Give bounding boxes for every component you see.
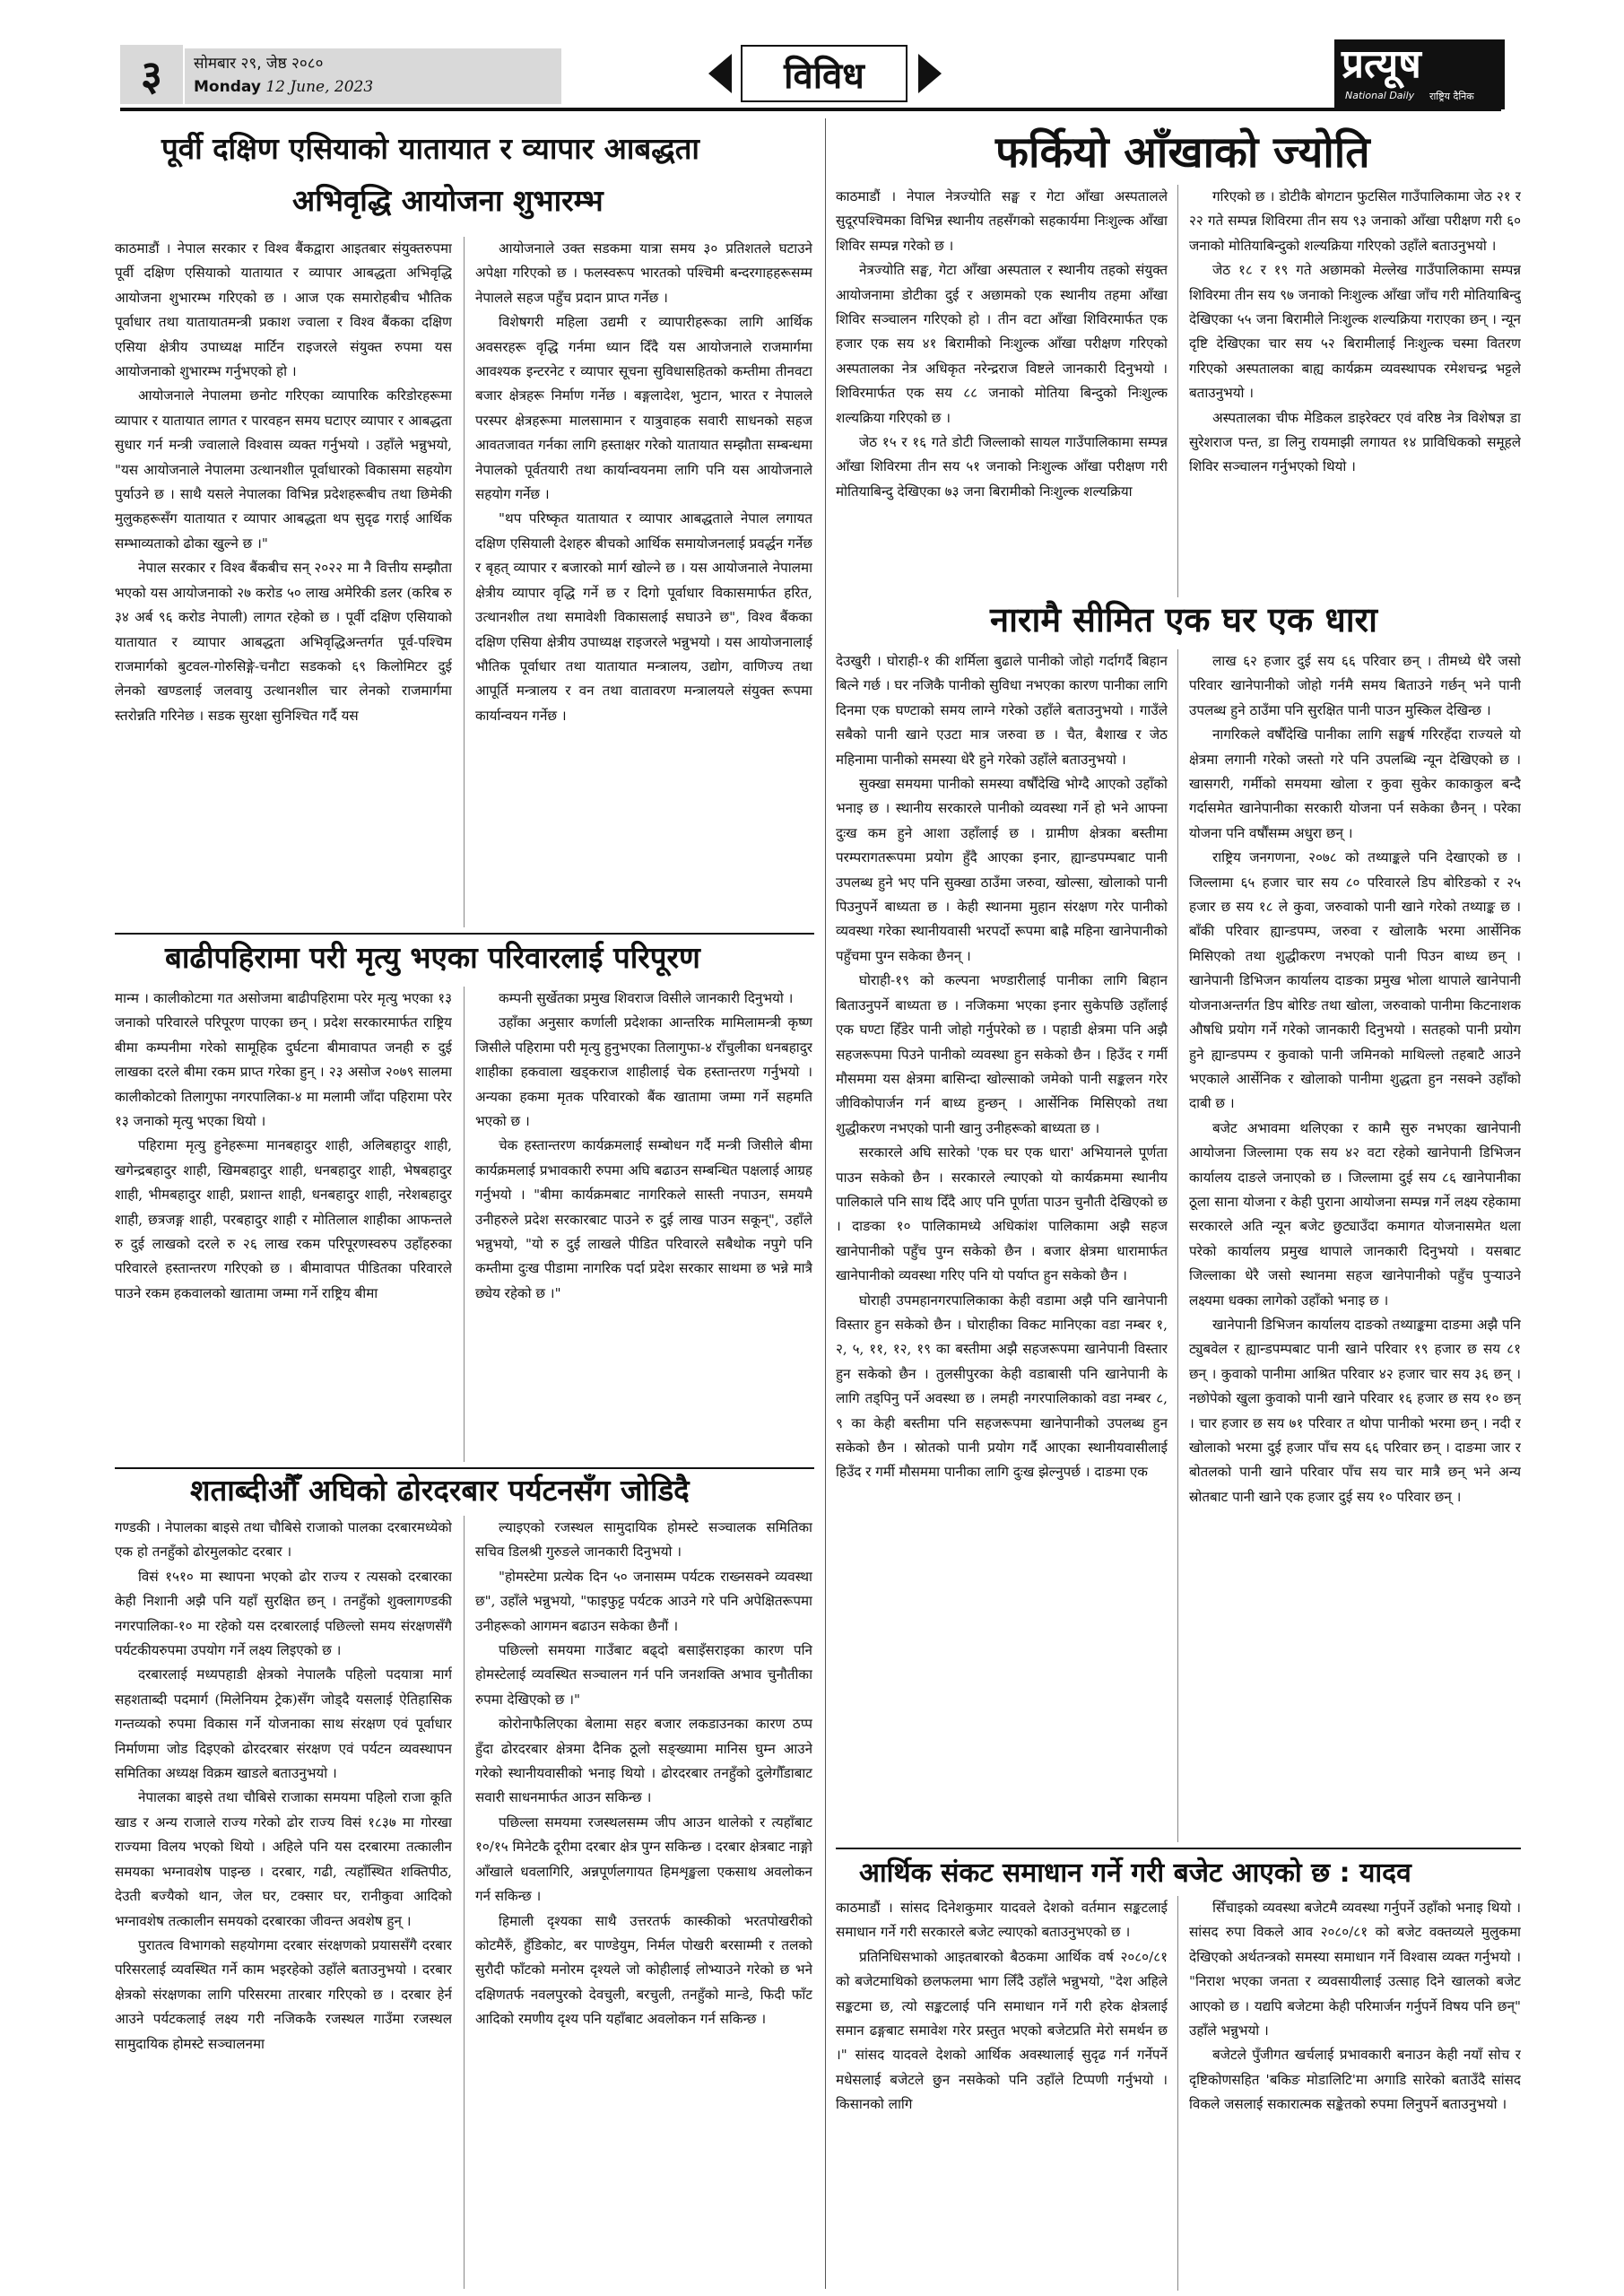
article-paragraph: गरिएको छ । डोटीकै बोगटान फुटसिल गाउँपालिकामा जेठ २१ र २२ गते सम्पन्न शिविरमा तीन सय ९३ जनाको आँखा परीक्षण गरी ६० जनाको मोतियाबिन्दुको शल्यक्रिया गरिएको उहाँले बताउनुभयो । [1189, 188, 1521, 254]
column-divider [1177, 1896, 1178, 2291]
article-paragraph: उहाँका अनुसार कर्णाली प्रदेशका आन्तरिक मामिलामन्त्री कृष्ण जिसीले पहिरामा परी मृत्यु हुनुभएका तिलागुफा-४ राँचुलीका धनबहादुर शाहीका हकवाला खड्कराज शाहीलाई चेक हस्तान्तरण गर्नुभयो । अन्यका हकमा मृतक परिवारको बैंक खातामा जम्मा गर्ने सहमति भएको छ । [475, 1014, 812, 1130]
section-title: विविध [741, 45, 908, 102]
article-paragraph: काठमाडौं । नेपाल सरकार र विश्व बैंकद्वारा आइतबार संयुक्तरुपमा पूर्वी दक्षिण एसियाको यातायात र व्यापार आबद्धता अभिवृद्धि आयोजना शुभारम्भ गरिएको छ । आज एक समारोहबीच भौतिक पूर्वाधार तथा यातायातमन्त्री प्रकाश ज्वाला र विश्व बैंकका दक्षिण एसिया क्षेत्रीय उपाध्यक्ष मार्टिन राइजरले संयुक्त रुपमा यस आयोजनाको शुभारम्भ गर्नुभएको हो । [115, 240, 452, 380]
logo-title: प्रत्यूष [1342, 41, 1421, 87]
article-paragraph: नेपालका बाइसे तथा चौबिसे राजाका समयमा पहिलो राजा कूति खाड र अन्य राजाले राज्य गरेको ढोर राज्य विसं १८३७ मा गोरखा राज्यमा विलय भएको थियो । अहिले पनि यस दरबारमा तत्कालीन समयका भग्नावशेष पाइन्छ । दरबार, गढी, त्यहाँस्थित शक्तिपीठ, देउती बज्यैको थान, जेल घर, टक्सार घर, रानीकुवा आदिको भग्नावशेष तत्कालीन समयको दरबारका जीवन्त अवशेष हुन् । [115, 1789, 452, 1929]
article-paragraph: चेक हस्तान्तरण कार्यक्रमलाई सम्बोधन गर्दै मन्त्री जिसीले बीमा कार्यक्रमलाई प्रभावकारी रुपमा अघि बढाउन सम्बन्धित पक्षलाई आग्रह गर्नुभयो । "बीमा कार्यक्रमबाट नागरिकले सास्ती नपाउन, समयमै उनीहरुले प्रदेश सरकारबाट पाउने रु दुई लाख पाउन सकून्", उहाँले भन्नुभयो, "यो रु दुई लाखले पीडित परिवारले सबैथोक नपुगे पनि कम्तीमा दुःख पीडामा नागरिक पर्दा प्रदेश सरकार साथमा छ भन्ने मात्रै छ्येय रहेको छ ।" [475, 1137, 812, 1301]
article-paragraph: "होमस्टेमा प्रत्येक दिन ५० जनासम्म पर्यटक राख्नसक्ने व्यवस्था छ", उहाँले भन्नुभयो, "फाइफुट्ट पर्यटक आउने गरे पनि अपेक्षितरूपमा उनीहरूको आगमन बढाउन सकेका छैनौं । [475, 1568, 812, 1634]
story1-column-2 [475, 237, 812, 927]
article-paragraph: जेठ १५ र १६ गते डोटी जिल्लाको सायल गाउँपालिकामा सम्पन्न आँखा शिविरमा तीन सय ५१ जनाको निःशुल्क आँखा परीक्षण गरी मोतियाबिन्दु देखिएका ७३ जना बिरामीको निःशुल्क शल्यक्रिया [836, 434, 1168, 500]
story3-headline: शताब्दीऔँ अघिको ढोरदरबार पर्यटनसँग जोडिदै [190, 1473, 690, 1508]
section-right-arrow-icon [918, 54, 942, 93]
story4-column-1 [836, 185, 1168, 597]
article-paragraph: नागरिकले वर्षौंदेखि पानीका लागि सङ्घर्ष गरिरहँदा राज्यले यो क्षेत्रमा लगानी गरेको जस्तो गरे पनि उपलब्धि न्यून देखिएको छ । खासगरी, गर्मीको समयमा खोला र कुवा सुकेर काकाकुल बन्दै गर्दासमेत खानेपानीका सरकारी योजना पर्न सकेका छैनन् । परेका योजना पनि वर्षौंसम्म अधुरा छन् । [1189, 726, 1521, 841]
masthead-logo [1334, 39, 1505, 109]
column-divider [464, 1516, 465, 2289]
logo-tag-np: राष्ट्रिय दैनिक [1429, 91, 1474, 102]
dateline [185, 48, 561, 104]
story4-headline: फर्कियो आँखाको ज्योति [995, 127, 1370, 178]
article-paragraph: विशेषगरी महिला उद्यमी र व्यापारीहरूका लागि आर्थिक अवसरहरू वृद्धि गर्नमा ध्यान दिँदै यस आयोजनाले राजमार्गमा आवश्यक इन्टरनेट र व्यापार सूचना सुविधासहितको कम्तीमा तीनवटा बजार क्षेत्रहरू निर्माण गर्नेछ । बङ्गलादेश, भुटान, भारत र नेपालले परस्पर क्षेत्रहरूमा मालसामान र यात्रुवाहक सवारी साधनको सहज आवतजावत गर्नका लागि हस्ताक्षर गरेको यातायात सम्झौता सम्बन्धमा नेपालको पूर्वतयारी तथा कार्यान्वयनमा लागि पनि यस आयोजनाले सहयोग गर्नेछ । [475, 314, 812, 503]
article-paragraph: विसं १५१० मा स्थापना भएको ढोर राज्य र त्यसको दरबारका केही निशानी अझै पनि यहाँ सुरक्षित छन् । तनहुँको शुक्लागण्डकी नगरपालिका-१० मा रहेको यस दरबारलाई पछिल्लो समय संरक्षणसँगै पर्यटकीयरुपमा उपयोग गर्ने लक्ष्य लिइएको छ । [115, 1568, 452, 1659]
story6-column-1 [836, 1896, 1168, 2291]
article-paragraph: काठमाडौं । नेपाल नेत्रज्योति सङ्घ र गेटा आँखा अस्पतालले सुदूरपश्चिमका विभिन्न स्थानीय तहसँगको सहकार्यमा निःशुल्क आँखा शिविर सम्पन्न गरेको छ । [836, 188, 1168, 254]
article-paragraph: अस्पतालका चीफ मेडिकल डाइरेक्टर एवं वरिष्ठ नेत्र विशेषज्ञ डा सुरेशराज पन्त, डा लिनु रायमाझी लगायत १४ प्राविधिकको समूहले शिविर सञ्चालन गर्नुभएको थियो । [1189, 409, 1521, 475]
article-paragraph: जेठ १८ र १९ गते अछामको मेल्लेख गाउँपालिकामा सम्पन्न शिविरमा तीन सय ९७ जनाको निःशुल्क आँखा जाँच गरी मोतियाबिन्दु देखिएका ५५ जना बिरामीले निःशुल्क शल्यक्रिया गराएका छन् । न्यून दृष्टि देखिएका चार सय ५२ बिरामीलाई निःशुल्क चस्मा वितरण गरिएको अस्पतालका बाह्य कार्यक्रम व्यवस्थापक रमेशचन्द्र भट्टले बताउनुभयो । [1189, 262, 1521, 402]
story2-column-1 [115, 987, 452, 1462]
story5-column-2 [1189, 649, 1521, 1842]
article-paragraph: गण्डकी । नेपालका बाइसे तथा चौबिसे राजाको पालका दरबारमध्येको एक हो तनहुँको ढोरमुलकोट दरबार । [115, 1519, 452, 1561]
story3-column-2 [475, 1516, 812, 2289]
logo-tag-en: National Daily [1345, 90, 1415, 101]
date-english-text: 12 June, 2023 [265, 78, 374, 96]
article-paragraph: आयोजनाले उक्त सडकमा यात्रा समय ३० प्रतिशतले घटाउने अपेक्षा गरिएको छ । फलस्वरूप भारतको पश्चिमी बन्दरगाहहरूसम्म नेपालले सहज पहुँच प्रदान प्राप्त गर्नेछ । [475, 240, 812, 306]
article-paragraph: सिँचाइको व्यवस्था बजेटमै व्यवस्था गर्नुपर्ने उहाँको भनाइ थियो । सांसद रुपा विकले आव २०८०/८१ को बजेट वक्तव्यले मुलुकमा देखिएको अर्थतन्त्रको समस्या समाधान गर्ने विश्वास व्यक्त गर्नुभयो । "निराश भएका जनता र व्यवसायीलाई उत्साह दिने खालको बजेट आएको छ । यद्यपि बजेटमा केही परिमार्जन गर्नुपर्ने विषय पनि छन्" उहाँले भन्नुभयो । [1189, 1900, 1521, 2039]
article-paragraph: नेपाल सरकार र विश्व बैंकबीच सन् २०२२ मा नै वित्तीय सम्झौता भएको यस आयोजनाको २७ करोड ५० लाख अमेरिकी डलर (करिब रु ३४ अर्ब ९६ करोड नेपाली) लागत रहेको छ । पूर्वी दक्षिण एसियाको यातायात र व्यापार आबद्धता अभिवृद्धिअन्तर्गत पूर्व-पश्चिम राजमार्गको बुटवल-गोरुसिङ्गे-चनौटा सडकको ६९ किलोमिटर दुई लेनको खण्डलाई जलवायु उत्थानशील चार लेनको राजमार्गमा स्तरोन्नति गरिनेछ । सडक सुरक्षा सुनिश्चित गर्दै यस [115, 560, 452, 724]
article-paragraph: लाख ६२ हजार दुई सय ६६ परिवार छन् । तीमध्ये धेरै जसो परिवार खानेपानीको जोहो गर्नमै समय बिताउने गर्छन् भने पानी उपलब्ध हुने ठाउँमा पनि सुरक्षित पानी पाउन मुस्किल देखिन्छ । [1189, 653, 1521, 718]
article-paragraph: राष्ट्रिय जनगणना, २०७८ को तथ्याङ्कले पनि देखाएको छ । जिल्लामा ६५ हजार चार सय ८० परिवारले डिप बोरिङको र २५ हजार छ सय १८ ले कुवा, जरुवाको पानी खाने गरेको तथ्याङ्क छ । बाँकी परिवार ह्यान्डपम्प, जरुवा र खोलाकै भरमा आर्सेनिक मिसिएको तथा शुद्धीकरण नभएको पानी पिउन बाध्य छन् । खानेपानी डिभिजन कार्यालय दाङका प्रमुख भोला थापाले खानेपानी योजनाअन्तर्गत डिप बोरिङ तथा खोला, जरुवाको पानीमा किटनाशक औषधि प्रयोग गर्ने गरेको जानकारी दिनुभयो । सतहको पानी प्रयोग हुने ह्यान्डपम्प र कुवाको पानी जमिनको माथिल्लो तहबाटै आउने भएकाले आर्सेनिक र खोलाको पानीमा शुद्धता हुन नसक्ने उहाँको दाबी छ । [1189, 849, 1521, 1112]
story6-column-2 [1189, 1896, 1521, 2291]
story6-headline: आर्थिक संकट समाधान गर्ने गरी बजेट आएको छ : यादव [859, 1857, 1411, 1889]
article-paragraph: कम्पनी सुर्खेतका प्रमुख शिवराज विसीले जानकारी दिनुभयो । [499, 990, 794, 1006]
article-paragraph: पछिल्लो समयमा गाउँबाट बढ्दो बसाइँसराइका कारण पनि होमस्टेलाई व्यवस्थित सञ्चालन गर्न पनि जनशक्ति अभाव चुनौतीका रुपमा देखिएको छ ।" [475, 1642, 812, 1708]
article-paragraph: आयोजनाले नेपालमा छनोट गरिएका व्यापारिक करिडोरहरूमा व्यापार र यातायात लागत र पारवहन समय घटाएर व्यापार र आबद्धता सुधार गर्न मन्त्री ज्वालाले विश्वास व्यक्त गर्नुभयो । उहाँले भन्नुभयो, "यस आयोजनाले नेपालमा उत्थानशील पूर्वाधारको विकासमा सहयोग पुर्याउने छ । साथै यसले नेपालका विभिन्न प्रदेशहरूबीच तथा छिमेकी मुलुकहरूसँग यातायात र व्यापार आबद्धता थप सुदृढ गराई आर्थिक सम्भाव्यताको ढोका खुल्ने छ ।" [115, 387, 452, 552]
article-paragraph: घोराही उपमहानगरपालिकाका केही वडामा अझै पनि खानेपानी विस्तार हुन सकेको छैन । घोराहीका विकट मानिएका वडा नम्बर १, २, ५, ११, १२, १९ का बस्तीमा अझै सहजरूपमा खानेपानी विस्तार हुन सकेको छैन । तुलसीपुरका केही वडाबासी पनि खानेपानी के लागि तड्पिनु पर्ने अवस्था छ । लमही नगरपालिकाको वडा नम्बर ८, ९ का केही बस्तीमा पनि सहजरूपमा खानेपानीको उपलब्ध हुन सकेको छैन । स्रोतको पानी प्रयोग गर्दै आएका स्थानीयवासीलाई हिउँद र गर्मी मौसममा पानीका लागि दुःख झेल्नुपर्छ । दाङमा एक [836, 1292, 1168, 1481]
article-paragraph: पहिरामा मृत्यु हुनेहरूमा मानबहादुर शाही, अलिबहादुर शाही, खगेन्द्रबहादुर शाही, खिमबहादुर शाही, धनबहादुर शाही, भेषबहादुर शाही, भीमबहादुर शाही, प्रशान्त शाही, धनबहादुर शाही, नरेशबहादुर शाही, छत्रजङ्ग शाही, परबहादुर शाही र मोतिलाल शाहीका आफन्तले रु दुई लाखको दरले रु २६ लाख रकम परिपूरणस्वरुप उहाँहरुका परिवारले हस्तान्तरण गरिएको छ । बीमावापत पीडितका परिवारले पाउने रकम हकवालको खातामा जम्मा गर्ने राष्ट्रिय बीमा [115, 1137, 452, 1301]
article-paragraph: ल्याइएको रजस्थल सामुदायिक होमस्टे सञ्चालक समितिका सचिव डिलश्री गुरुङले जानकारी दिनुभयो । [475, 1519, 812, 1561]
story-divider [836, 1848, 1521, 1849]
article-paragraph: काठमाडौं । सांसद दिनेशकुमार यादवले देशको वर्तमान सङ्कटलाई समाधान गर्ने गरी सरकारले बजेट ल्याएको बताउनुभएको छ । [836, 1900, 1168, 1941]
column-divider [464, 987, 465, 1462]
article-paragraph: दरबारलाई मध्यपहाडी क्षेत्रको नेपालकै पहिलो पदयात्रा मार्ग सहशताब्दी पदमार्ग (मिलेनियम ट्रेक)सँग जोड्दै यसलाई ऐतिहासिक गन्तव्यको रुपमा विकास गर्ने योजनाका साथ संरक्षण एवं पूर्वाधार निर्माणमा जोड दिइएको ढोरदरबार संरक्षण एवं पर्यटन व्यवस्थापन समितिका अध्यक्ष विक्रम खाडले बताउनुभयो । [115, 1666, 452, 1782]
article-paragraph: पुरातत्व विभागको सहयोगमा दरबार संरक्षणको प्रयाससँगै दरबार परिसरलाई व्यवस्थित गर्ने काम भइरहेको उहाँले बताउनुभयो । दरबार क्षेत्रको संरक्षणका लागि परिसरमा तारबार गरिएको छ । दरबार हेर्न आउने पर्यटकलाई लक्ष्य गरी नजिककै रजस्थल गाउँमा रजस्थल सामुदायिक होमस्टे सञ्चालनमा [115, 1936, 452, 2052]
article-paragraph: प्रतिनिधिसभाको आइतबारको बैठकमा आर्थिक वर्ष २०८०/८१ को बजेटमाथिको छलफलमा भाग लिँदै उहाँले भन्नुभयो, "देश अहिले सङ्कटमा छ, त्यो सङ्कटलाई पनि समाधान गर्ने गरी हरेक क्षेत्रलाई समान ढङ्गबाट समावेश गरेर प्रस्तुत भएको बजेटप्रति मेरो समर्थन छ ।" सांसद यादवले देशको आर्थिक अवस्थालाई सुदृढ गर्न गर्नेपर्ने मधेसलाई बजेटले छुन नसकेको पनि उहाँले टिप्पणी गर्नुभयो । किसानको लागि [836, 1948, 1168, 2113]
column-divider [1177, 649, 1178, 1842]
story1-headline-2: अभिवृद्धि आयोजना शुभारम्भ [292, 183, 604, 218]
column-divider [1177, 185, 1178, 597]
article-paragraph: पछिल्ला समयमा रजस्थलसम्म जीप आउन थालेको र त्यहाँबाट १०/१५ मिनेटकै दूरीमा दरबार क्षेत्र पुग्न सकिन्छ । दरबार क्षेत्रबाट नाङ्गो आँखाले धवलागिरि, अन्नपूर्णलगायत हिमशृङ्खला एकसाथ अवलोकन गर्न सकिन्छ । [475, 1813, 812, 1905]
story3-column-1 [115, 1516, 452, 2289]
day-english: Monday [194, 78, 261, 96]
page-number: ३ [120, 45, 183, 104]
article-paragraph: सुक्खा समयमा पानीको समस्या वर्षौंदेखि भोग्दै आएको उहाँको भनाइ छ । स्थानीय सरकारले पानीको व्यवस्था गर्ने हो भने आफ्ना दुःख कम हुने आशा उहाँलाई छ । ग्रामीण क्षेत्रका बस्तीमा परम्परागतरूपमा प्रयोग हुँदै आएका इनार, ह्यान्डपम्पबाट पानी उपलब्ध हुने भए पनि सुक्खा ठाउँमा जरुवा, खोल्सा, खोलाको पानी पिउनुपर्ने बाध्यता छ । केही स्थानमा मुहान संरक्षण गरेर पानीको व्यवस्था गरेका स्थानीयवासी भरपर्दो रूपमा बाह्रै महिना खानेपानीको पहुँचमा पुग्न सकेका छैनन् । [836, 776, 1168, 964]
story2-headline: बाढीपहिरामा परी मृत्यु भएका परिवारलाई परिपूरण [165, 940, 700, 975]
article-paragraph: मान्म । कालीकोटमा गत असोजमा बाढीपहिरामा परेर मृत्यु भएका १३ जनाको परिवारले परिपूरण पाएका छन् । प्रदेश सरकारमार्फत राष्ट्रिय बीमा कम्पनीमा गरेको सामूहिक दुर्घटना बीमावापत जनही रु दुई लाखका दरले बीमा रकम प्राप्त गरेका हुन् । २३ असोज २०७९ सालमा कालीकोटको तिलागुफा नगरपालिका-४ मा मलामी जाँदा पहिरामा परेर १३ जनाको मृत्यु भएका थियो । [115, 990, 452, 1130]
article-paragraph: बजेट अभावमा थलिएका र कामै सुरु नभएका खानेपानी आयोजना जिल्लामा एक सय ४२ वटा रहेको खानेपानी डिभिजन कार्यालय दाङले जनाएको छ । जिल्लामा दुई सय ८६ खानेपानीका ठूला साना योजना र केही पुराना आयोजना सम्पन्न गर्ने लक्ष्य रहेकामा सरकारले अति न्यून बजेट छुट्याउँदा कमागत योजनासमेत थला परेको कार्यालय प्रमुख थापाले जानकारी दिनुभयो । यसबाट जिल्लाका धेरै जसो स्थानमा सहज खानेपानीको पहुँच पुऱ्याउने लक्ष्यमा धक्का लागेको उहाँको भनाइ छ । [1189, 1119, 1521, 1309]
story1-headline-1: पूर्वी दक्षिण एसियाको यातायात र व्यापार आबद्धता [161, 131, 699, 166]
story4-column-2 [1189, 185, 1521, 597]
article-paragraph: कोरोनाफैलिएका बेलामा सहर बजार लकडाउनका कारण ठप्प हुँदा ढोरदरबार क्षेत्रमा दैनिक ठूलो सङ्ख्यामा मानिस घुम्न आउने गरेको स्थानीयवासीको भनाइ थियो । ढोरदरबार तनहुँको दुलेगौँडाबाट सवारी साधनमार्फत आउन सकिन्छ । [475, 1716, 812, 1806]
story-divider [115, 933, 814, 935]
story2-column-2 [475, 987, 812, 1462]
story1-column-1 [115, 237, 452, 927]
article-paragraph: सरकारले अघि सारेको 'एक घर एक धारा' अभियानले पूर्णता पाउन सकेको छैन । सरकारले ल्याएको यो कार्यक्रममा स्थानीय पालिकाले पनि साथ दिँदै आए पनि पूर्णता पाउन चुनौती देखिएको छ । दाङका १० पालिकामध्ये अधिकांश पालिकामा अझै सहज खानेपानीको पहुँच पुग्न सकेको छैन । बजार क्षेत्रमा धारामार्फत खानेपानीको व्यवस्था गरिए पनि यो पर्याप्त हुन सकेको छैन । [836, 1144, 1168, 1284]
article-paragraph: खानेपानी डिभिजन कार्यालय दाङको तथ्याङ्कमा दाङमा अझै पनि ट्युबवेल र ह्यान्डपम्पबाट पानी खाने परिवार १९ हजार छ सय ८१ छन् । कुवाको पानीमा आश्रित परिवार ४२ हजार चार सय ३६ छन् । नछोपेको खुला कुवाको पानी खाने परिवार १६ हजार छ सय १० छन् । चार हजार छ सय ७१ परिवार त थोपा पानीको भरमा छन् । नदी र खोलाको भरमा दुई हजार पाँच सय ६६ परिवार छन् । दाङमा जार र बोतलको पानी खाने परिवार पाँच सय चार मात्रै छन् भने अन्य स्रोतबाट पानी खाने एक हजार दुई सय १० परिवार छन् । [1189, 1316, 1521, 1505]
column-divider [464, 237, 465, 927]
date-nepali: सोमबार २९, जेष्ठ २०८० [194, 55, 324, 73]
header-rule [120, 108, 1501, 111]
page-divider [825, 118, 826, 2289]
article-paragraph: नेत्रज्योति सङ्घ, गेटा आँखा अस्पताल र स्थानीय तहको संयुक्त आयोजनामा डोटीका दुई र अछामको एक स्थानीय तहमा आँखा शिविर सञ्चालन गरिएको हो । तीन वटा आँखा शिविरमार्फत एक हजार एक सय ४१ बिरामीको निःशुल्क आँखा परीक्षण गरिएको अस्पतालका नेत्र अधिकृत नरेन्द्रराज विष्टले जानकारी दिनुभयो । शिविरमार्फत एक सय ८८ जनाको मोतिया बिन्दुको निःशुल्क शल्यक्रिया गरिएको छ । [836, 262, 1168, 426]
article-paragraph: बजेटले पुँजीगत खर्चलाई प्रभावकारी बनाउन केही नयाँ सोच र दृष्टिकोणसहित 'बकिङ मोडालिटि'मा अगाडि सारेको बताउँदै सांसद विकले जसलाई सकारात्मक सङ्केतको रुपमा लिनुपर्ने बताउनुभयो । [1189, 2047, 1521, 2113]
date-english [194, 75, 552, 99]
story5-column-1 [836, 649, 1168, 1842]
section-left-arrow-icon [708, 54, 732, 93]
story5-headline: नारामै सीमित एक घर एक धारा [990, 600, 1377, 639]
article-paragraph: देउखुरी । घोराही-१ की शर्मिला बुढाले पानीको जोहो गर्दागर्दै बिहान बित्ने गर्छ । घर नजिकै पानीको सुविधा नभएका कारण पानीका लागि दिनमा एक घण्टाको समय लाग्ने गरेको उहाँले बताउनुभयो । गाउँले सबैको पानी खाने एउटा मात्र जरुवा छ । चैत, बैशाख र जेठ महिनामा पानीको समस्या धेरै हुने गरेको उहाँले बताउनुभयो । [836, 653, 1168, 768]
article-paragraph: हिमाली दृश्यका साथै उत्तरतर्फ कास्कीको भरतपोखरीको कोटमैरुँ, हुँडिकोट, बर पाण्डेयुम, निर्मल पोखरी बरसाम्मी र तलको सुरौदी फाँटको मनोरम दृश्यले जो कोहीलाई लोभ्याउने गरेको छ भने दक्षिणतर्फ नवलपुरको देवचुली, बरचुली, तनहुँको मान्डे, फिदी फाँट आदिको रमणीय दृश्य पनि यहाँबाट अवलोकन गर्न सकिन्छ । [475, 1912, 812, 2028]
article-paragraph: "थप परिष्कृत यातायात र व्यापार आबद्धताले नेपाल लगायत दक्षिण एसियाली देशहरु बीचको आर्थिक समायोजनलाई प्रवर्द्धन गर्नेछ र बृहत् व्यापार र बजारको मार्ग खोल्ने छ । यस आयोजनाले नेपालमा क्षेत्रीय व्यापार वृद्धि गर्ने छ र दिगो पूर्वाधार विकासमार्फत हरित, उत्थानशील तथा समावेशी विकासलाई सघाउने छ", विश्व बैंकका दक्षिण एसिया क्षेत्रीय उपाध्यक्ष राइजरले भन्नुभयो । यस आयोजनालाई भौतिक पूर्वाधार तथा यातायात मन्त्रालय, उद्योग, वाणिज्य तथा आपूर्ति मन्त्रालय र वन तथा वातावरण मन्त्रालयले संयुक्त रूपमा कार्यान्वयन गर्नेछ । [475, 510, 812, 724]
article-paragraph: घोराही-१९ को कल्पना भण्डारीलाई पानीका लागि बिहान बिताउनुपर्ने बाध्यता छ । नजिकमा भएका इनार सुकेपछि उहाँलाई एक घण्टा हिँडेर पानी जोहो गर्नुपरेको छ । पहाडी क्षेत्रमा पनि अझै सहजरूपमा पिउने पानीको व्यवस्था हुन सकेको छैन । हिउँद र गर्मी मौसममा यस क्षेत्रमा बासिन्दा खोल्साको जमेको पानी सङ्कलन गरेर जीविकोपार्जन गर्न बाध्य हुन्छन् । आर्सेनिक मिसिएको तथा शुद्धीकरण नभएको पानी खानु उनीहरूको बाध्यता छ । [836, 972, 1168, 1136]
